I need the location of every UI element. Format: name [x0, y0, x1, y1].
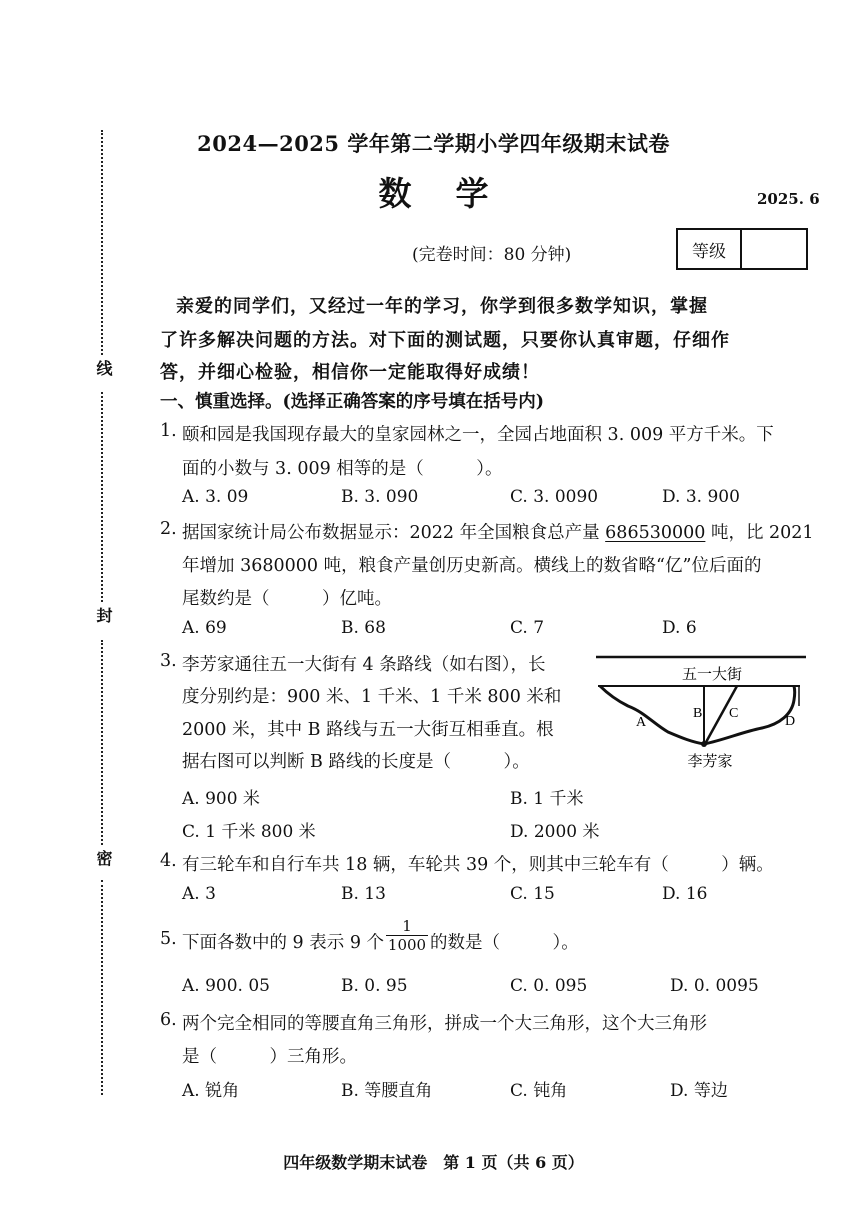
home-point [701, 741, 707, 747]
option-a: A. 900 米 [182, 789, 260, 809]
question-text: 两个完全相同的等腰直角三角形，拼成一个大三角形，这个大三角形 [182, 1014, 707, 1034]
question-text: 是（ ）三角形。 [182, 1047, 357, 1067]
option-b: B. 13 [341, 884, 386, 904]
question-text: 下面各数中的 9 表示 9 个 [182, 933, 385, 953]
underlined-number: 686530000 [605, 523, 706, 543]
route-d [704, 686, 795, 744]
binding-dotted-line [101, 880, 103, 1095]
binding-word-feng: 封 [94, 607, 113, 623]
option-c: C. 3. 0090 [510, 487, 599, 507]
option-d: D. 0. 0095 [670, 976, 759, 996]
question-number: 3. [160, 651, 177, 671]
option-d: D. 2000 米 [510, 822, 600, 842]
exam-date: 2025. 6 [757, 190, 820, 208]
option-d: D. 等边 [670, 1081, 728, 1101]
question-text: 据右图可以判断 B 路线的长度是（ ）。 [182, 752, 530, 772]
page-footer: 四年级数学期末试卷 第 1 页（共 6 页） [283, 1153, 584, 1172]
question-number: 6. [160, 1010, 177, 1030]
route-label-c: C [729, 706, 739, 721]
question-text [182, 519, 814, 544]
intro-line-1: 亲爱的同学们，又经过一年的学习，你学到很多数学知识，掌握 [176, 296, 708, 317]
route-label-a: A [636, 715, 647, 730]
option-a: A. 3 [182, 884, 216, 904]
question-text-part: 吨，比 2021 [705, 523, 814, 543]
option-c: C. 钝角 [510, 1081, 568, 1101]
home-label: 李芳家 [687, 754, 733, 770]
option-d: D. 16 [662, 884, 708, 904]
question-text: 李芳家通往五一大街有 4 条路线（如右图），长 [182, 655, 546, 675]
question-text: 度分别约是：900 米、1 千米、1 千米 800 米和 [182, 687, 562, 707]
grade-label: 等级 [678, 230, 742, 268]
time-note: (完卷时间：80 分钟) [412, 245, 572, 265]
intro-line-2: 了许多解决问题的方法。对下面的测试题，只要你认真审题，仔细作 [160, 330, 730, 351]
question-text: 颐和园是我国现存最大的皇家园林之一，全园占地面积 3. 009 平方千米。下 [182, 425, 774, 445]
fraction-numerator: 1 [386, 917, 428, 936]
question-text: 2000 米，其中 B 路线与五一大街互相垂直。根 [182, 720, 554, 740]
option-c: C. 0. 095 [510, 976, 588, 996]
option-c: C. 7 [510, 618, 545, 638]
option-a: A. 69 [182, 618, 227, 638]
subject-title: 数学 [378, 174, 533, 213]
option-a: A. 3. 09 [182, 487, 249, 507]
option-b: B. 3. 090 [341, 487, 419, 507]
grade-box [676, 228, 808, 270]
section-heading: 一、慎重选择。(选择正确答案的序号填在括号内) [160, 392, 545, 412]
binding-word-xian: 线 [94, 360, 113, 376]
binding-dotted-line [101, 130, 103, 355]
binding-word-mi: 密 [94, 850, 113, 866]
option-c: C. 15 [510, 884, 555, 904]
route-diagram [592, 648, 810, 773]
intro-line-3: 答，并细心检验，相信你一定能取得好成绩！ [160, 362, 540, 383]
option-b: B. 68 [341, 618, 386, 638]
question-text-part: 据国家统计局公布数据显示：2022 年全国粮食总产量 [182, 523, 606, 543]
option-c: C. 1 千米 800 米 [182, 822, 316, 842]
question-number: 4. [160, 851, 177, 871]
binding-dotted-line [101, 392, 103, 602]
question-text: 的数是（ ）。 [430, 933, 579, 953]
question-text: 面的小数与 3. 009 相等的是（ ）。 [182, 459, 503, 479]
option-b: B. 0. 95 [341, 976, 408, 996]
binding-dotted-line [101, 640, 103, 845]
option-d: D. 3. 900 [662, 487, 740, 507]
question-number: 2. [160, 519, 177, 539]
option-d: D. 6 [662, 618, 697, 638]
option-a: A. 900. 05 [182, 976, 270, 996]
question-number: 5. [160, 929, 177, 949]
question-text: 有三轮车和自行车共 18 辆，车轮共 39 个，则其中三轮车有（ ）辆。 [182, 855, 774, 875]
option-b: B. 等腰直角 [341, 1081, 433, 1101]
option-a: A. 锐角 [182, 1081, 240, 1101]
option-b: B. 1 千米 [510, 789, 584, 809]
question-number: 1. [160, 421, 177, 441]
route-label-b: B [693, 706, 703, 721]
question-text: 年增加 3680000 吨，粮食产量创历史新高。横线上的数省略“亿”位后面的 [182, 556, 762, 576]
exam-title: 2024—2025 学年第二学期小学四年级期末试卷 [197, 131, 670, 156]
grade-value [742, 230, 806, 268]
route-label-d: D [785, 714, 796, 729]
fraction [386, 917, 428, 954]
question-text: 尾数约是（ ）亿吨。 [182, 589, 392, 609]
route-a [600, 686, 704, 744]
fraction-denominator: 1000 [387, 936, 427, 954]
street-label: 五一大街 [681, 667, 743, 683]
